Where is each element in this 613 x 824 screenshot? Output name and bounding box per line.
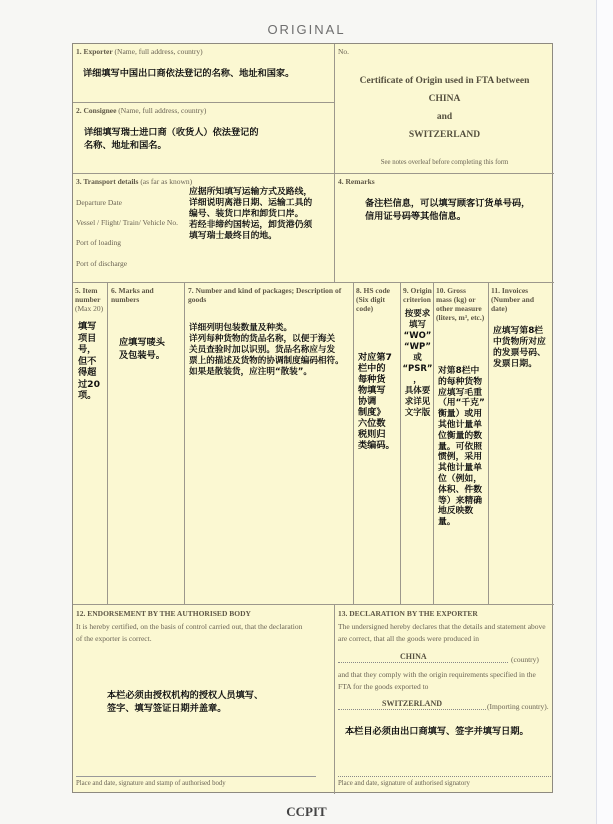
origin-criterion-instruction: 按要求 填写 “WO” “WP” 或 “PSR” ， 具体要 求详见 文字版: [402, 309, 433, 418]
ccpit-footer: CCPIT: [286, 804, 327, 819]
endorsement-signature-line: [76, 776, 316, 777]
remarks-label: 4. Remarks: [338, 177, 375, 186]
importing-country-caption: (Importing country).: [487, 702, 549, 711]
producing-country-value: CHINA: [400, 652, 427, 661]
marks-numbers-instruction: 应填写唛头 及包装号。: [119, 337, 165, 361]
marks-numbers-label: 6. Marks and numbers: [111, 286, 154, 304]
departure-date-field: Departure Date: [76, 198, 123, 207]
endorsement-instruction: 本栏必须由授权机构的授权人员填写、 签字、填写签证日期并盖章。: [107, 690, 264, 714]
col-invoices: [489, 283, 554, 605]
declaration-signature-caption: Place and date, signature of authorised signatory: [338, 780, 470, 787]
transport-instruction: 应据所知填写运输方式及路线， 详细说明离港日期、运输工具的 编号、装货口岸和卸货口岸。 若经非缔约国转运，卸货港仍须 填写瑞士最终目的地。: [189, 187, 313, 241]
box-endorsement: [73, 605, 335, 794]
origin-criterion-label: 9. Origin criterion: [403, 286, 432, 304]
page-edge: [596, 0, 613, 824]
declaration-signature-line: [338, 776, 551, 777]
item-number-label: 5. Item number (Max 20): [75, 286, 104, 313]
remarks-instruction: 备注栏信息，可以填写顾客订货单号码， 信用证号码等其他信息。: [365, 198, 531, 222]
gross-mass-instruction: 对第8栏中 的每种货物 应填写毛重 （用“千克” 衡量）或用 其他计量单 位衡量的数 量。可依照 惯例，采用 其他计量单 位（例如， 体积、件数 等）来精确 地反映数量。: [438, 366, 485, 528]
box-certificate-title: [335, 44, 554, 174]
invoices-label: 11. Invoices (Number and date): [491, 286, 534, 313]
port-of-discharge-field: Port of discharge: [76, 259, 128, 268]
producing-country-field[interactable]: [338, 652, 508, 663]
exporter-label: 1. Exporter (Name, full address, country): [76, 47, 203, 56]
endorsement-label: 12. ENDORSEMENT BY THE AUTHORISED BODY: [76, 609, 251, 618]
packages-description-instruction: 详细列明包装数量及种类。 详列每种货物的货品名称，以便于海关 关员查验时加以识别。货品名称应与发 票上的描述及货物的协调制度编码相符。 如果是散装货，应注明“散装”。: [189, 323, 344, 377]
declaration-text-2: and that they comply with the origin requirements specified in the FTA for the goods exported to: [338, 670, 536, 691]
consignee-instruction: 详细填写瑞士进口商（收货人）依法登记的 名称、地址和国名。: [84, 127, 259, 151]
endorsement-signature-caption: Place and date, signature and stamp of authorised body: [76, 780, 226, 787]
box-transport-details: [73, 174, 335, 283]
col-hs-code: [354, 283, 401, 605]
hs-code-label: 8. HS code (Six digit code): [356, 286, 390, 313]
original-header: ORIGINAL: [267, 22, 346, 37]
col-marks-numbers: [108, 283, 185, 605]
declaration-text: The undersigned hereby declares that the details and statement above are correct, that all the goods were produced in: [338, 622, 546, 643]
certificate-title: Certificate of Origin used in FTA between CHINA and SWITZERLAND: [359, 76, 530, 140]
invoices-instruction: 应填写第8栏 中货物所对应 的发票号码、 发票日期。: [493, 326, 546, 369]
declaration-instruction: 本栏目必须由出口商填写、签字并填写日期。: [345, 726, 529, 737]
box-declaration: [335, 605, 554, 794]
hs-code-instruction: 对应第7 栏中的 每种货 物填写 协调 制度》 六位数 税则归 类编码。: [358, 352, 395, 451]
endorsement-text: It is hereby certified, on the basis of control carried out, that the declaration of the exporter is correct.: [76, 622, 303, 643]
packages-description-label: 7. Number and kind of packages; Description of goods: [188, 286, 342, 304]
certificate-form: [72, 43, 553, 793]
col-origin-criterion: [401, 283, 434, 605]
col-packages-description: [185, 283, 354, 605]
certificate-no-label: No.: [338, 47, 350, 56]
declaration-label: 13. DECLARATION BY THE EXPORTER: [338, 609, 478, 618]
consignee-label: 2. Consignee (Name, full address, country): [76, 106, 207, 115]
item-number-instruction: 填写 项目 号， 但不 得超 过20 项。: [78, 321, 100, 401]
importing-country-value: SWITZERLAND: [382, 699, 443, 708]
exporter-instruction: 详细填写中国出口商依法登记的名称、地址和国家。: [83, 68, 295, 79]
country-caption: (country): [511, 655, 539, 664]
box-consignee: [73, 103, 335, 174]
box-remarks: [335, 174, 554, 283]
port-of-loading-field: Port of loading: [76, 238, 121, 247]
transport-label: 3. Transport details (as far as known): [76, 177, 193, 186]
col-gross-mass: [434, 283, 489, 605]
vessel-field: Vessel / Flight/ Train/ Vehicle No.: [76, 218, 178, 227]
box-exporter: [73, 44, 335, 103]
col-item-number: [73, 283, 108, 605]
gross-mass-label: 10. Gross mass (kg) or other measure (liters, m³, etc.): [436, 286, 485, 322]
importing-country-field[interactable]: [338, 699, 486, 710]
certificate-note: See notes overleaf before completing this form: [380, 159, 509, 166]
